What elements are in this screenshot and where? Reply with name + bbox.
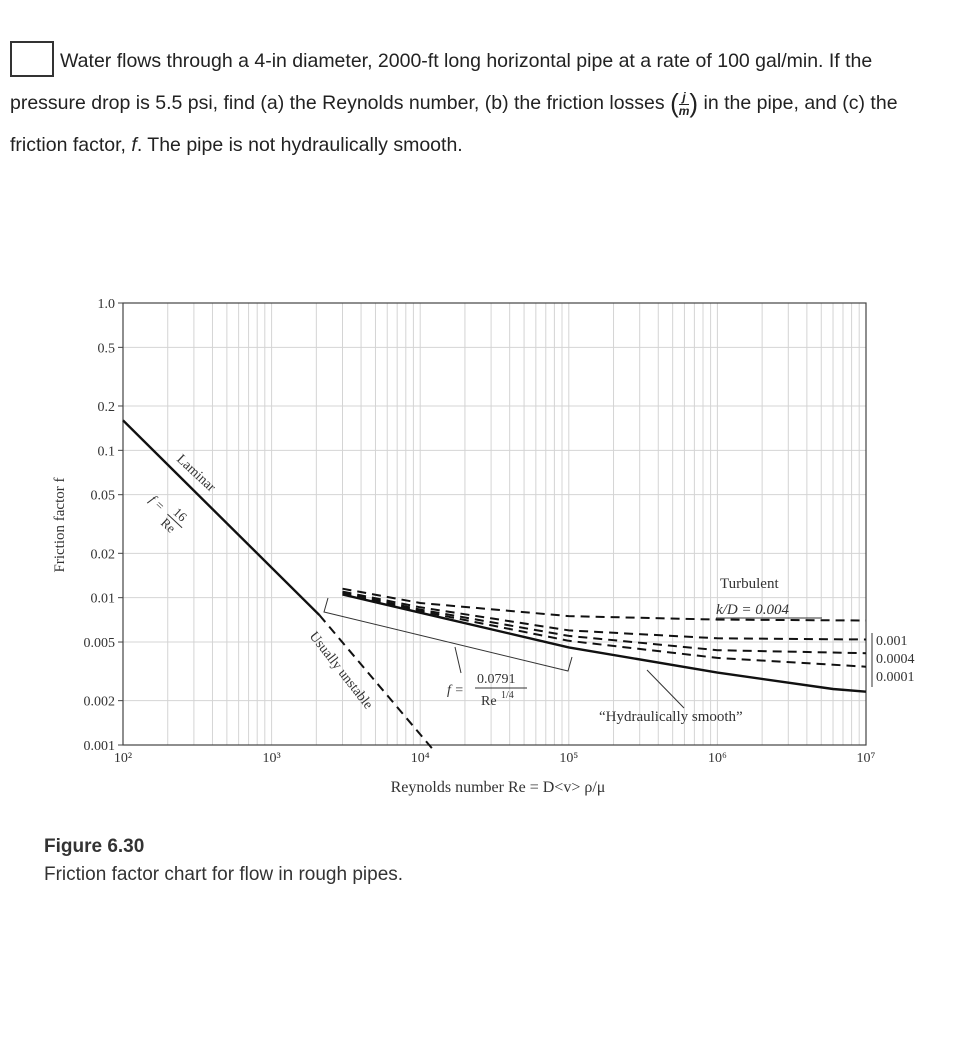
roughness-00004-label: 0.0004 <box>876 652 915 667</box>
y-tick-label: 0.005 <box>83 636 115 652</box>
hydraulically-smooth-label: “Hydraulically smooth” <box>599 709 743 725</box>
y-tick-label: 0.02 <box>90 547 115 563</box>
blasius-exponent: 1/4 <box>501 690 514 701</box>
x-tick-label: 10⁷ <box>856 751 876 766</box>
x-tick-label: 10³ <box>262 751 281 766</box>
smooth-leader <box>647 670 684 708</box>
y-tick-label: 0.2 <box>97 399 115 415</box>
x-tick-label: 10² <box>113 751 133 766</box>
y-axis-label: Friction factor f <box>52 477 68 573</box>
y-tick-label: 0.001 <box>83 739 115 754</box>
x-axis-label: Reynolds number Re = D<v> ρ/μ <box>390 779 606 796</box>
roughness-00001-label: 0.0001 <box>876 670 915 685</box>
y-tick-label: 0.01 <box>90 591 115 607</box>
series-line-laminar <box>123 420 320 615</box>
y-tick-labels <box>84 297 124 754</box>
blasius-denominator: Re <box>481 694 497 709</box>
figure-description: Friction factor chart for flow in rough pipes. <box>44 864 404 885</box>
blasius-leader <box>455 647 461 673</box>
laminar-denominator: Re <box>157 514 179 536</box>
y-tick-label: 0.1 <box>97 444 115 460</box>
x-tick-label: 10⁶ <box>707 751 727 766</box>
x-tick-label: 10⁵ <box>559 751 579 766</box>
fraction-denominator: m <box>678 104 690 119</box>
x-tick-labels <box>114 751 876 766</box>
blasius-f: f = <box>447 683 464 698</box>
y-tick-label: 0.05 <box>90 488 115 504</box>
laminar-f: f = <box>146 491 169 514</box>
y-tick-label: 0.5 <box>97 341 115 357</box>
blasius-numerator: 0.0791 <box>477 672 516 687</box>
right-roughness-labels <box>872 633 915 687</box>
problem-text-part1: Water flows through a 4-in diameter, 2000-ft long horizontal pipe at a rate of 100 gal/min. If the pressure drop is 5.5 psi, find (a) the Reynolds number, (b) the friction losses <box>10 50 873 114</box>
y-tick-label: 0.002 <box>83 694 115 710</box>
x-tick-label: 10⁴ <box>410 751 430 766</box>
friction-factor-symbol: f <box>131 134 137 156</box>
roughness-0001-label: 0.001 <box>876 634 908 649</box>
turbulent-label: Turbulent <box>720 576 779 592</box>
problem-text-part3: . The pipe is not hydraulically smooth. <box>136 134 463 156</box>
laminar-numerator: 16 <box>170 504 191 525</box>
laminar-label: Laminar <box>173 451 219 496</box>
j-over-m-fraction: ( $\frac{j}{m}$ ) <box>670 87 699 119</box>
roughness-label: k/D = 0.004 <box>716 602 790 618</box>
figure-title: Figure 6.30 <box>44 836 145 857</box>
y-tick-label: 1.0 <box>97 297 115 312</box>
unstable-label: Usually unstable <box>305 629 376 713</box>
problem-text-part2: in the pipe, and (c) the friction factor, <box>10 92 898 156</box>
fraction-numerator: j <box>679 91 690 105</box>
figure-caption <box>44 836 403 886</box>
